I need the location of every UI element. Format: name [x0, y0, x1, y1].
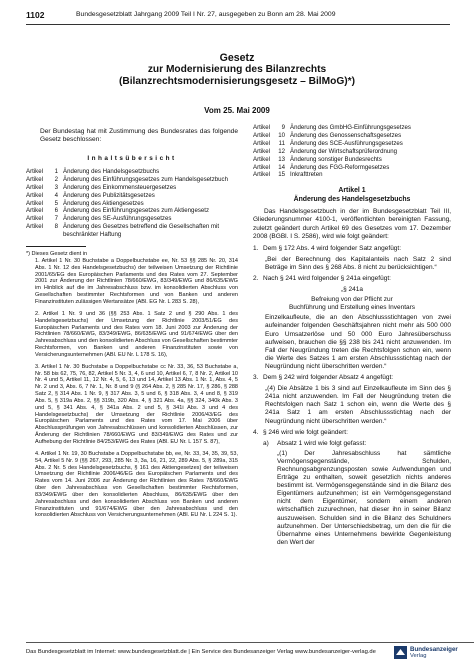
right-column — [253, 124, 451, 550]
toc-article-number: 8 — [54, 223, 58, 231]
toc-article-label: Artikel — [253, 131, 270, 139]
toc-entry — [26, 184, 238, 192]
toc-left-list — [26, 168, 238, 239]
toc-entry — [253, 132, 451, 140]
toc-article-label: Artikel — [26, 191, 43, 199]
toc-article-title: Änderung des Gesetzes betreffend die Gesellschaften mit beschränkter Haftung — [63, 223, 220, 239]
article-subheading: Änderung des Handelsgesetzbuchs — [293, 195, 411, 203]
toc-article-number: 12 — [278, 147, 285, 155]
toc-article-number: 2 — [54, 175, 58, 183]
article-heading: Artikel 1 — [338, 187, 366, 195]
toc-article-label: Artikel — [253, 124, 270, 131]
toc-article-number: 6 — [54, 207, 58, 215]
enactment-clause: Der Bundestag hat mit Zustimmung des Bundesrates das folgende Gesetz beschlossen: — [40, 128, 238, 144]
footnote-intro: *) Dieses Gesetz dient in — [26, 251, 88, 258]
toc-right-list — [253, 124, 451, 179]
sub-item-text: Absatz 1 wird wie folgt gefasst: — [277, 439, 367, 447]
footnote-rule — [26, 246, 86, 247]
toc-article-number: 5 — [54, 199, 58, 207]
toc-article-title: Änderung des Einführungsgesetzes zum Handelsgesetzbuch — [63, 175, 228, 183]
sub-item-letter: a) — [263, 439, 269, 447]
title-line-3: (Bilanzrechtsmodernisierungsgesetz – BilMoG)*) — [118, 76, 356, 87]
toc-article-title: Änderung des Publizitätsgesetzes — [63, 191, 155, 199]
publisher-logo — [394, 644, 460, 662]
toc-article-title: Änderung sonstiger Bundesrechts — [290, 155, 382, 163]
toc-article-title: Änderung der Wirtschaftsprüferordnung — [290, 147, 398, 155]
amendment-item-1 — [253, 245, 451, 253]
sub-item-a — [253, 440, 451, 448]
logo-name: Bundesanzeiger — [410, 646, 458, 653]
toc-article-label: Artikel — [26, 183, 43, 191]
toc-article-title: Änderung des SE-Ausführungsgesetzes — [63, 215, 172, 223]
toc-article-number: 15 — [278, 171, 285, 179]
quoted-text: „Bei der Berechnung des Kapitalanteils nach Satz 2 sind Beträge im Sinn des § 268 Abs. 8 nicht zu berücksichtigen.“ — [265, 255, 451, 271]
toc-heading: Inhaltsübersicht — [87, 154, 177, 162]
toc-article-label: Artikel — [253, 155, 270, 163]
paragraph-title-1: Befreiung von der Pflicht zur — [311, 296, 393, 304]
toc-article-title: Änderung des GmbHG-Einführungsgesetzes — [290, 124, 411, 131]
footnote-item: 1. Artikel 1 Nr. 30 Buchstabe a Doppelbuchstabe ee, Nr. 53 §§ 285 Nr. 20, 314 Abs. 1 Nr. 12 des Handelsgesetzbuchs) der teilweisen Umsetzung der Richtlinie 2001/65/EG des Europäischen Parlaments und des Rates vom 27. September 2001 zur Änderung der Richtlinien 78/660/EWG, 83/349/EWG und 86/635/EWG im Hinblick auf die im Jahresabschluss bzw. im konsolidierten Abschluss von Gesellschaften bestimmter Rechtsformen und von Banken und anderen Finanzinstituten zulässigen Wertansätze (ABl. EG Nr. L 283 S. 28), — [35, 257, 238, 305]
toc-article-label: Artikel — [26, 175, 43, 183]
toc-article-label: Artikel — [253, 171, 270, 179]
toc-entry — [253, 124, 451, 132]
item-text: § 246 wird wie folgt geändert: — [263, 428, 348, 436]
footnote-item: 4. Artikel 1 Nr. 19, 30 Buchstabe a Doppelbuchstabe bb, ee, Nr. 33, 34, 35, 39, 53, 54, Artikel 5 Nr. 9 (§§ 267, 293, 285 Nr. 3, 3a, 16, 21, 22, 289 Abs. 5, § 289a, 315 Abs. 2 Nr. 5 des Handelsgesetzbuchs, § 161 des Aktiengesetzes) der teilweisen Umsetzung der Richtlinie 2006/46/EG des Europäischen Parlaments und des Rates vom 14. Juni 2006 zur Änderung der Richtlinien des Rates 78/660/EWG über den Jahresabschluss von Gesellschaften bestimmter Rechtsformen, 83/349/EWG über den konsolidierten Abschluss, 86/635/EWG über den Jahresabschluss und den konsolidierten Abschluss von Banken und anderen Finanzinstituten und 91/674/EWG über den Jahresabschluss und den konsolidierten Abschluss von Versicherungsunternehmen (ABl. EU Nr. L 224 S. 1). — [35, 450, 238, 519]
toc-article-label: Artikel — [26, 207, 43, 215]
footnote-item: 3. Artikel 1 Nr. 30 Buchstabe a Doppelbuchstabe cc Nr. 33, 36, 53 Buchstabe a, Nr. 58 bis 62, 75, 76, 82, Artikel 5 Nr. 3, 4, 6 und 10, Artikel 6, 7, 8 Nr. 2, Artikel 10 Nr. 4 und 5, Artikel 11, 12 Nr. 4, 5, 6, 13 und 14, Artikel 13 Abs. 1 Nr. 1, Abs. 4, 5 Nr. 2 und 3, Abs. 6, 7 Nr. 1, Nr. 8 und 9 (§ 264 Abs. 2, § 285 Nr. 17, § 286, § 288 Satz 2, § 314 Abs. 1 Nr. 9, § 317 Abs. 3, 5 und 6, § 318 Abs. 3, 4 und 8, § 319 Abs. 5, § 319a Abs. 2, §§ 319b, 320 Abs. 4, § 321 Abs. 4a, §§ 324, 340k Abs. 3 und 5, § 341 Abs. 4, § 341a Abs. 2 und 5, § 341i Abs. 3 und 4 des Handelsgesetzbuchs) der Umsetzung der Richtlinie 2006/43/EG des Europäischen Parlaments und des Rates vom 17. Mai 2006 über Abschlussprüfungen von Jahresabschlüssen und konsolidierten Abschlüssen, zur Änderung der Richtlinien 78/660/EWG und 83/349/EWG des Rates und zur Aufhebung der Richtlinie 84/253/EWG des Rates (ABl. EU Nr. L 157 S. 87), — [35, 363, 238, 445]
toc-article-number: 14 — [278, 163, 285, 171]
toc-article-number: 7 — [54, 215, 58, 223]
toc-article-title: Änderung des Genossenschaftsgesetzes — [290, 131, 402, 139]
amendment-item-3 — [253, 374, 451, 382]
title-line-2: zur Modernisierung des Bilanzrechts — [147, 64, 327, 75]
title-line-1: Gesetz — [219, 52, 255, 64]
toc-entry — [253, 140, 451, 148]
quoted-text: „(1) Der Jahresabschluss hat sämtliche Vermögensgegenstände, Schulden, Rechnungsabgrenzungsposten sowie Aufwendungen und Erträge zu enthalten, soweit gesetzlich nichts anderes bestimmt ist. Vermögensgegenstände sind in die Bilanz des Eigentümers aufzunehmen; ist ein Vermögensgegenstand nicht dem Eigentümer, sondern einem anderen wirtschaftlich zuzurechnen, hat dieser ihn in seiner Bilanz auszuweisen. Schulden sind in die Bilanz des Schuldners aufzunehmen. Der Unterschiedsbetrag, um den die für die Übernahme eines Unternehmens bewirkte Gegenleistung den Wert der — [277, 449, 451, 546]
toc-article-label: Artikel — [26, 223, 43, 231]
toc-article-label: Artikel — [26, 199, 43, 207]
quoted-text: Einzelkaufleute, die an den Abschlussstichtagen von zwei aufeinander folgenden Geschäftsjahren nicht mehr als 500 000 Euro Umsatzerlöse und 50 000 Euro Jahresüberschuss aufweisen, brauchen die §§ 238 bis 241 nicht anzuwenden. Im Fall der Neugründung treten die Rechtsfolgen schon ein, wenn die Werte des Satzes 1 am ersten Abschlussstichtag nach der Neugründung nicht überschritten werden.“ — [265, 314, 451, 370]
toc-article-number: 11 — [278, 139, 285, 147]
paragraph-title-2: Buchführung und Erstellung eines Inventars — [288, 304, 416, 312]
toc-entry — [26, 192, 238, 200]
toc-article-title: Änderung des Einführungsgesetzes zum Aktiengesetz — [63, 207, 210, 215]
footer-text: Das Bundesgesetzblatt im Internet: www.bundesgesetzblatt.de | Ein Service des Bundesanzeiger Verlag www.bundesanzeiger-verlag.de — [26, 649, 376, 655]
running-header — [26, 10, 450, 25]
item-text: Nach § 241 wird folgender § 241a eingefügt: — [263, 275, 391, 282]
law-date: Vom 25. Mai 2009 — [204, 106, 270, 115]
toc-article-label: Artikel — [26, 167, 43, 175]
toc-entry — [26, 176, 238, 184]
toc-entry — [26, 215, 238, 223]
item-text: Dem § 242 wird folgender Absatz 4 angefügt: — [263, 374, 394, 382]
toc-article-number: 3 — [54, 183, 58, 191]
toc-article-title: Inkrafttreten — [290, 171, 323, 179]
toc-article-number: 10 — [278, 131, 285, 139]
toc-article-label: Artikel — [253, 139, 270, 147]
toc-article-title: Änderung des Aktiengesetzes — [63, 199, 144, 207]
toc-entry — [253, 171, 451, 179]
left-column — [26, 124, 238, 524]
toc-entry — [253, 148, 451, 156]
toc-article-title: Änderung des Handelsgesetzbuchs — [63, 167, 160, 175]
item-number: 4. — [253, 428, 259, 436]
item-text: Dem § 172 Abs. 4 wird folgender Satz angefügt: — [263, 244, 402, 252]
toc-article-title: Änderung des FGG-Reformgesetzes — [290, 163, 390, 171]
paragraph-number: „§ 241a — [340, 286, 364, 294]
toc-article-number: 1 — [54, 167, 58, 175]
toc-article-number: 4 — [54, 191, 58, 199]
toc-entry — [26, 200, 238, 208]
article-intro: Das Handelsgesetzbuch in der im Bundesgesetzblatt Teil III, Gliederungsnummer 4100-1, veröffentlichten bereinigten Fassung, zuletzt geändert durch Artikel 69 des Gesetzes vom 17. Dezember 2008 (BGBl. I S. 2586), wird wie folgt geändert: — [253, 208, 451, 240]
running-title: Bundesgesetzblatt Jahrgang 2009 Teil I Nr. 27, ausgegeben zu Bonn am 28. Mai 2009 — [76, 11, 336, 18]
eagle-logo-icon — [394, 646, 407, 659]
toc-entry — [253, 156, 451, 164]
amendment-item-2 — [253, 275, 451, 283]
page-number: 1102 — [26, 10, 45, 20]
footnote-item: 2. Artikel 1 Nr. 9 und 36 (§§ 253 Abs. 1 Satz 2 und § 290 Abs. 1 des Handelsgesetzbuchs) der Umsetzung der Richtlinie 2003/51/EG des Europäischen Parlaments und des Rates vom 18. Juni 2003 zur Änderung der Richtlinien 78/660/EWG, 83/349/EWG, 86/635/EWG und 91/674/EWG über den Jahresabschluss und den konsolidierten Abschluss von Gesellschaften bestimmter Rechtsformen, von Banken und anderen Finanzinstituten sowie von Versicherungsunternehmen (ABl. EU Nr. L 178 S. 16), — [35, 310, 238, 358]
footer — [26, 642, 474, 661]
amendment-item-4 — [253, 429, 451, 437]
item-number: 3. — [253, 374, 259, 382]
toc-entry — [26, 168, 238, 176]
toc-article-number: 9 — [281, 124, 285, 131]
law-title — [0, 52, 474, 88]
toc-article-number: 13 — [278, 155, 285, 163]
toc-article-label: Artikel — [253, 163, 270, 171]
toc-article-title: Änderung des Einkommensteuergesetzes — [63, 183, 177, 191]
toc-entry — [26, 207, 238, 215]
toc-article-label: Artikel — [253, 147, 270, 155]
toc-entry — [26, 223, 238, 239]
quoted-text: „(4) Die Absätze 1 bis 3 sind auf Einzelkaufleute im Sinn des § 241a nicht anzuwenden. Im Fall der Neugründung treten die Rechtsfolgen nach Satz 1 schon ein, wenn die Werte des § 241a Satz 1 am ersten Abschlussstichtag nach der Neugründung nicht überschritten werden.“ — [265, 385, 451, 425]
item-number: 2. — [253, 275, 259, 282]
toc-article-title: Änderung des SCE-Ausführungsgesetzes — [290, 139, 403, 147]
toc-entry — [253, 164, 451, 172]
toc-article-label: Artikel — [26, 215, 43, 223]
logo-subname: Verlag — [410, 653, 427, 659]
item-number: 1. — [253, 244, 259, 252]
